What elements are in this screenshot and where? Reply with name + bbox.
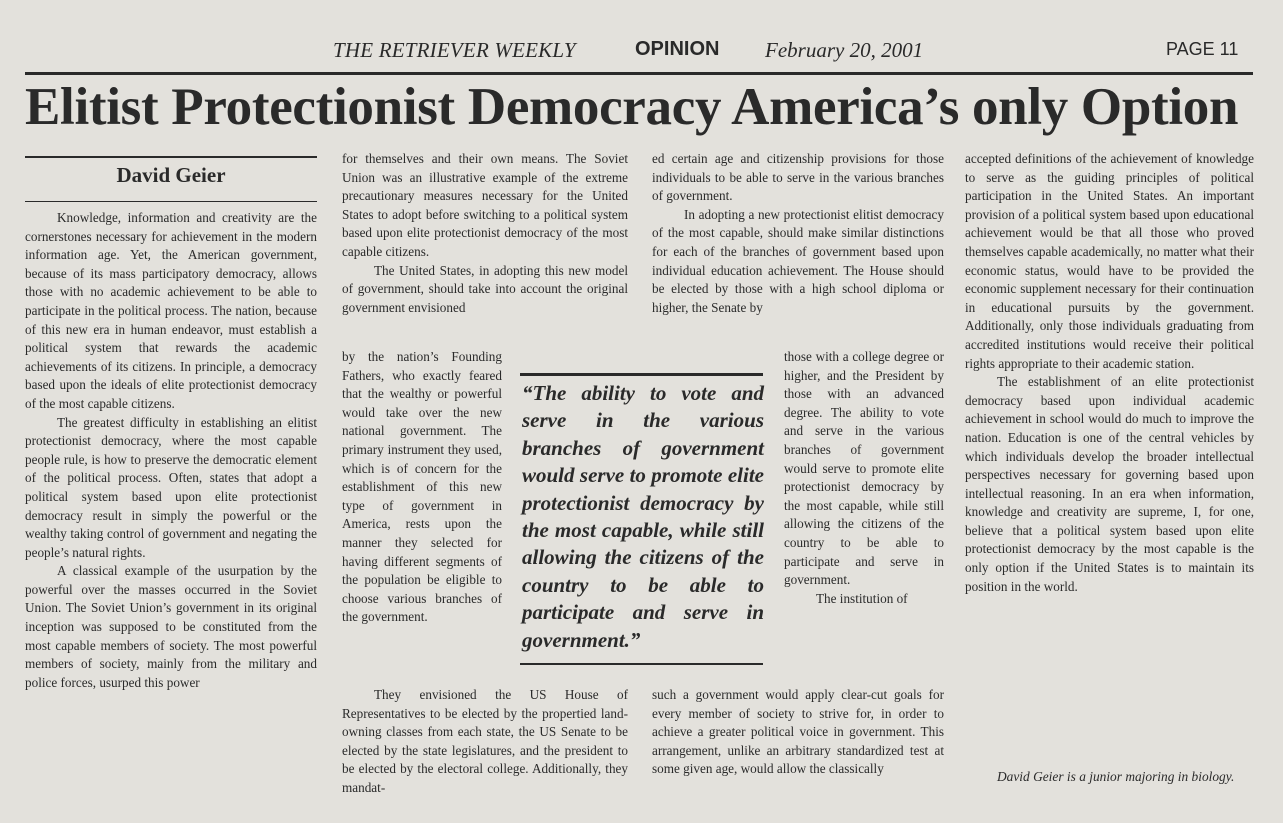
column-2-narrow	[342, 348, 502, 627]
paragraph: The United States, in adopting this new model of government, should take into account the original government envisioned	[342, 262, 628, 315]
paragraph: Knowledge, information and creativity are the cornerstones necessary for achievement in the modern information age. Yet, the American government, because of its mass participatory democracy, allows those with no academic achievement to be able to participate in the political process. The nation, because of this new era in human endeavor, must establish a political system that rewards the academic achievements of its citizens. In principle, a democracy based upon the ideals of elite protectionist democracy of the most capable citizens.	[25, 210, 317, 411]
masthead	[0, 38, 1283, 64]
column-1	[25, 209, 317, 692]
paragraph: those with a college degree or higher, and the President by those with an advanced degree. The ability to vote and serve in the various branches of government would serve to promote elite protectionist democracy by the most capable, while still allowing the citizens of the country to be able to participate and serve in government.	[784, 349, 944, 588]
author-bio	[965, 768, 1254, 787]
paragraph: accepted definitions of the achievement of knowledge to serve as the guiding principles of political participation in the United States. An important provision of a political system based upon educational achievement would be that all those who proved themselves capable academically, no matter what their economic status, would have to be provided the economic supplement necessary for their continuation in educational pursuits by the government. Additionally, only those individuals graduating from accredited institutions would receive their political rights appropriate to their academic station.	[965, 151, 1254, 371]
column-3-narrow	[784, 348, 944, 608]
pullquote: “The ability to vote and serve in the various branches of government would serve to promote elite protectionist democracy by the most capable, while still allowing the citizens of the country to be able to participate and serve in government.”	[522, 381, 764, 652]
paragraph: The establishment of an elite protectionist democracy based upon individual academic achievement in school would do much to improve the nation. Education is one of the central vehicles by which individuals develop the broader intellectual perspectives necessary for governing based upon intellectual reasoning. In an era when information, knowledge and creativity are supreme, I, for one, believe that a political system based upon elite protectionist democracy by the most capable is the only option if the United States is to maintain its position in the world.	[965, 374, 1254, 594]
publication-name: THE RETRIEVER WEEKLY	[333, 38, 576, 62]
paragraph: In adopting a new protectionist elitist democracy of the most capable, should make similar distinctions for each of the branches of government based upon individual education achievement. The House should be elected by those with a high school diploma or higher, the Senate by	[652, 206, 944, 315]
paragraph: such a government would apply clear-cut goals for every member of society to strive for, in order to achieve a greater political voice in government. This arrangement, unlike an arbitrary standardized test at some given age, would allow the classically	[652, 687, 944, 777]
headline: Elitist Protectionist Democracy America’s only Option	[25, 78, 1239, 136]
paragraph: The institution of	[816, 590, 908, 606]
column-4	[965, 150, 1254, 596]
paragraph: for themselves and their own means. The Soviet Union was an illustrative example of the extreme precautionary measures necessary for the United States to adopt before switching to a political system based upon elite protectionist democracy of the most capable citizens.	[342, 151, 628, 259]
byline-rule-top	[25, 156, 317, 158]
page-number: PAGE 11	[1166, 39, 1239, 59]
author-bio-text: David Geier is a junior majoring in biology.	[997, 769, 1235, 784]
pullquote-rule-bottom	[520, 663, 763, 665]
column-2	[342, 150, 628, 317]
section-name: OPINION	[635, 38, 720, 60]
paragraph: They envisioned the US House of Representatives to be elected by the propertied land-owning classes from each state, the US Senate to be elected by the state legislatures, and the president to be elected by the electoral college. Additionally, they mandat-	[342, 687, 628, 795]
column-3-bottom	[652, 686, 944, 779]
paragraph: ed certain age and citizenship provisions for those individuals to be able to serve in the various branches of government.	[652, 151, 944, 204]
column-3	[652, 150, 944, 317]
issue-date: February 20, 2001	[765, 38, 924, 62]
paragraph: A classical example of the usurpation by the powerful over the masses occurred in the Soviet Union. The Soviet Union’s government in its original inception was supposed to be constituted from the most capable members of society. The most powerful members of society, mainly from the military and police forces, usurped this power	[25, 563, 317, 690]
paragraph: The greatest difficulty in establishing an elitist protectionist democracy, where the most capable people rule, is how to preserve the democratic element of the political process. Often, states that adopt a political system based upon elite protectionist democracy result in simply the powerful or the wealthy taking control of government and negating the people’s natural rights.	[25, 414, 317, 560]
byline-rule-bottom	[25, 201, 317, 202]
paragraph: by the nation’s Founding Fathers, who exactly feared that the wealthy or powerful would take over the new national government. The primary instrument they used, which is of concern for the establishment of this new type of government in America, rests upon the manner they selected for having different segments of the population be eligible to choose various branches of the government.	[342, 349, 502, 625]
pullquote-rule-top	[520, 373, 763, 376]
byline: David Geier	[116, 163, 226, 187]
column-2-bottom	[342, 686, 628, 798]
